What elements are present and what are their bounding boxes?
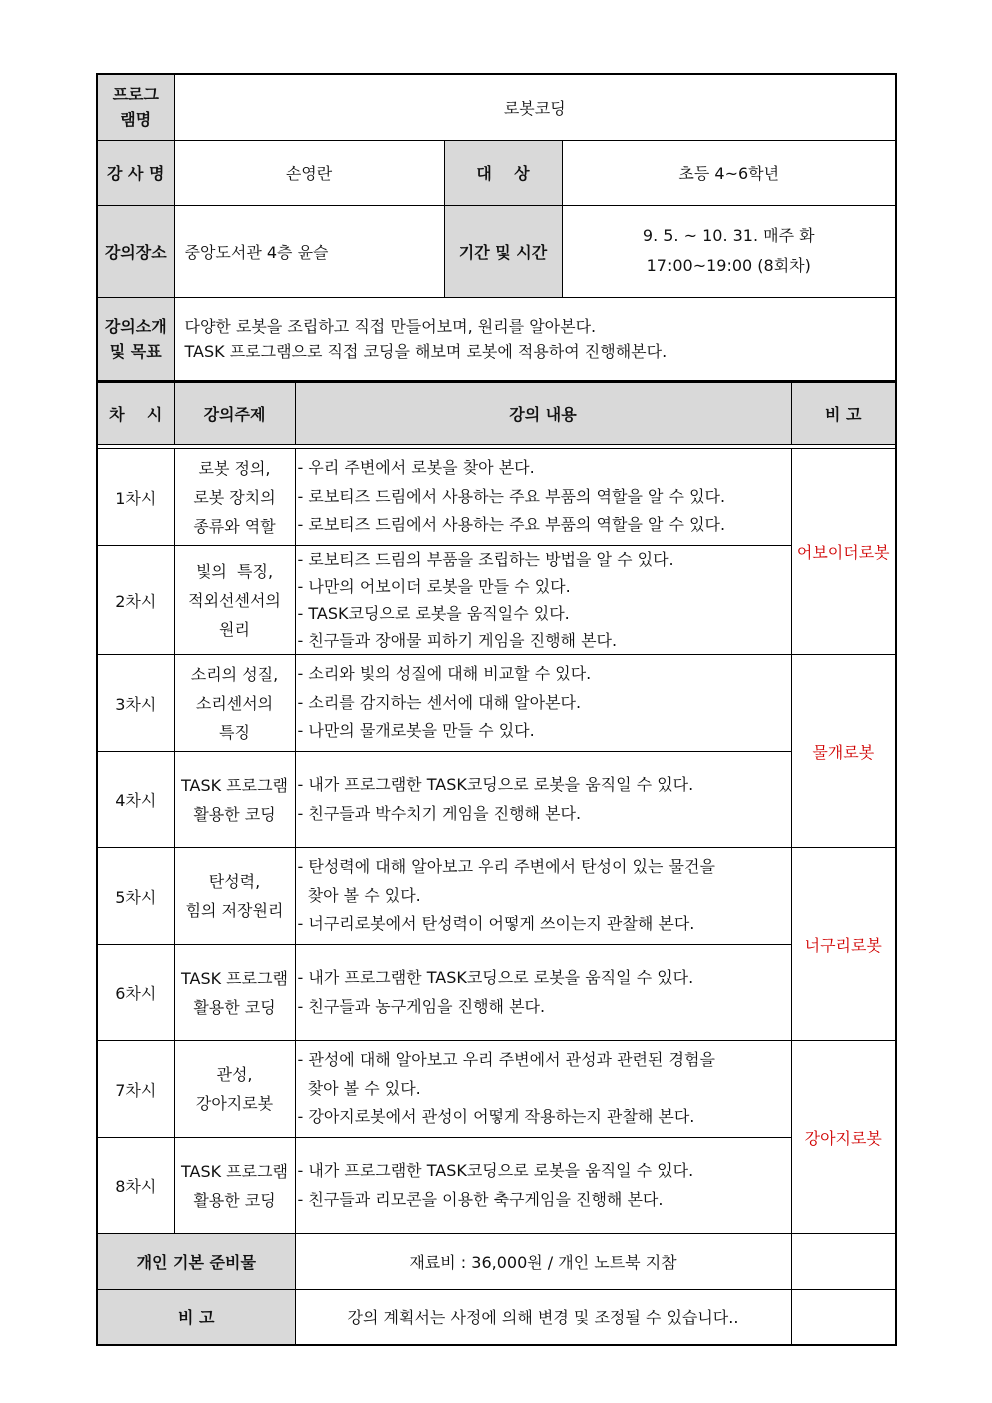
session-number: 1차시: [97, 449, 174, 546]
content-line: - 로보티즈 드림의 부품을 조립하는 방법을 알 수 있다.: [297, 550, 674, 569]
col-header-remark: 비 고: [791, 383, 896, 445]
target-value: 초등 4~6학년: [562, 140, 896, 205]
session-topic: [174, 945, 295, 1041]
topic-line: 소리센서의: [195, 693, 274, 713]
content-line: - 너구리로봇에서 탄성력이 어떻게 쓰이는지 관찰해 본다.: [297, 914, 695, 934]
topic-line: TASK 프로그램: [180, 775, 289, 795]
supplies-remark-empty: [791, 1234, 896, 1290]
col-header-content: 강의 내용: [295, 383, 791, 445]
topic-line: 힘의 저장원리: [185, 901, 284, 920]
topic-line: 특징: [219, 722, 250, 742]
period-times: 17:00~19:00 (8회차): [646, 256, 811, 275]
topic-line: 종류와 역할: [193, 516, 276, 536]
session-content: [295, 945, 791, 1041]
instructor-label: 강 사 명: [97, 140, 174, 205]
period-label: 기간 및 시간: [444, 205, 562, 297]
session-topic: [174, 546, 295, 655]
topic-line: 활용한 코딩: [193, 997, 276, 1017]
target-label: 대 상: [444, 140, 562, 205]
content-line: - 로보티즈 드림에서 사용하는 주요 부품의 역할을 알 수 있다.: [297, 486, 726, 506]
session-topic: [174, 752, 295, 848]
topic-line: 강아지로봇: [195, 1094, 274, 1113]
session-content: [295, 752, 791, 848]
session-content: [295, 449, 791, 546]
content-line: - 나만의 어보이더 로봇을 만들 수 있다.: [297, 577, 571, 596]
content-line: 찾아 볼 수 있다.: [297, 885, 421, 905]
content-line: - 나만의 물개로봇을 만들 수 있다.: [297, 721, 535, 741]
session-number: 8차시: [97, 1138, 174, 1234]
schedule-table: [96, 382, 897, 1346]
session-number: 4차시: [97, 752, 174, 848]
session-content: [295, 546, 791, 655]
footer-remark-empty: [791, 1290, 896, 1345]
session-content: [295, 1138, 791, 1234]
topic-line: 빛의 특징,: [195, 561, 274, 581]
content-line: - 내가 프로그램한 TASK코딩으로 로봇을 움직일 수 있다.: [297, 968, 694, 987]
session-topic: [174, 848, 295, 945]
instructor-name: 손영란: [174, 140, 444, 205]
content-line: - 친구들과 농구게임을 진행해 본다.: [297, 996, 546, 1016]
content-line: - 소리와 빛의 성질에 대해 비교할 수 있다.: [297, 664, 592, 684]
topic-line: 적외선센서의: [188, 590, 281, 610]
content-line: - 소리를 감지하는 센서에 대해 알아본다.: [297, 692, 582, 712]
program-info-table: [96, 73, 897, 382]
col-header-session: 차 시: [97, 383, 174, 445]
session-number: 3차시: [97, 655, 174, 752]
topic-line: 소리의 성질,: [190, 664, 279, 684]
session-number: 6차시: [97, 945, 174, 1041]
topic-line: 활용한 코딩: [193, 804, 276, 824]
period-value: [562, 205, 896, 297]
intro-label: 강의소개 및 목표: [97, 297, 174, 381]
session-content: [295, 655, 791, 752]
footer-note-value: 강의 계획서는 사정에 의해 변경 및 조정될 수 있습니다..: [295, 1290, 791, 1345]
topic-line: 관성,: [216, 1065, 253, 1084]
session-number: 5차시: [97, 848, 174, 945]
content-line: - TASK코딩으로 로봇을 움직일수 있다.: [297, 604, 570, 623]
content-line: - 탄성력에 대해 알아보고 우리 주변에서 탄성이 있는 물건을: [297, 857, 715, 877]
topic-line: TASK 프로그램: [180, 1161, 289, 1181]
content-line: - 내가 프로그램한 TASK코딩으로 로봇을 움직일 수 있다.: [297, 1161, 694, 1180]
content-line: - 친구들과 리모콘을 이용한 축구게임을 진행해 본다.: [297, 1189, 664, 1209]
remark-puppy-robot: 강아지로봇: [791, 1041, 896, 1234]
remark-seal-robot: 물개로봇: [791, 655, 896, 848]
topic-line: TASK 프로그램: [180, 968, 289, 988]
topic-line: 탄성력,: [208, 872, 261, 891]
session-topic: [174, 1138, 295, 1234]
session-content: [295, 1041, 791, 1138]
venue-label: 강의장소: [97, 205, 174, 297]
supplies-value: 재료비 : 36,000원 / 개인 노트북 지참: [295, 1234, 791, 1290]
supplies-label: 개인 기본 준비물: [97, 1234, 295, 1290]
content-line: - 친구들과 장애물 피하기 게임을 진행해 본다.: [297, 631, 618, 650]
footer-note-label: 비 고: [97, 1290, 295, 1345]
remark-avoider-robot: 어보이더로봇: [791, 449, 896, 655]
intro-line-1: 다양한 로봇을 조립하고 직접 만들어보며, 원리를 알아본다.: [184, 316, 597, 336]
intro-value: [174, 297, 896, 381]
col-header-topic: 강의주제: [174, 383, 295, 445]
session-number: 7차시: [97, 1041, 174, 1138]
remark-raccoon-robot: 너구리로봇: [791, 848, 896, 1041]
period-dates: 9. 5. ~ 10. 31. 매주 화: [642, 226, 815, 245]
session-topic: [174, 1041, 295, 1138]
topic-line: 활용한 코딩: [193, 1190, 276, 1210]
program-name-value: 로봇코딩: [174, 74, 896, 140]
topic-line: 원리: [219, 619, 250, 639]
content-line: - 내가 프로그램한 TASK코딩으로 로봇을 움직일 수 있다.: [297, 775, 694, 794]
content-line: - 친구들과 박수치기 게임을 진행해 본다.: [297, 803, 582, 823]
session-topic: [174, 655, 295, 752]
program-name-label: 프로그 램명: [97, 74, 174, 140]
content-line: - 관성에 대해 알아보고 우리 주변에서 관성과 관련된 경험을: [297, 1050, 715, 1070]
lecture-plan-document: [96, 73, 895, 1346]
content-line: 찾아 볼 수 있다.: [297, 1078, 421, 1098]
topic-line: 로봇 장치의: [193, 487, 276, 507]
content-line: - 우리 주변에서 로봇을 찾아 본다.: [297, 458, 535, 478]
intro-line-2: TASK 프로그램으로 직접 코딩을 해보며 로봇에 적용하여 진행해본다.: [184, 341, 668, 361]
session-content: [295, 848, 791, 945]
venue-value: 중앙도서관 4층 윤슬: [174, 205, 444, 297]
session-topic: [174, 449, 295, 546]
content-line: - 강아지로봇에서 관성이 어떻게 작용하는지 관찰해 본다.: [297, 1107, 695, 1127]
session-number: 2차시: [97, 546, 174, 655]
content-line: - 로보티즈 드림에서 사용하는 주요 부품의 역할을 알 수 있다.: [297, 515, 726, 535]
topic-line: 로봇 정의,: [198, 458, 271, 478]
